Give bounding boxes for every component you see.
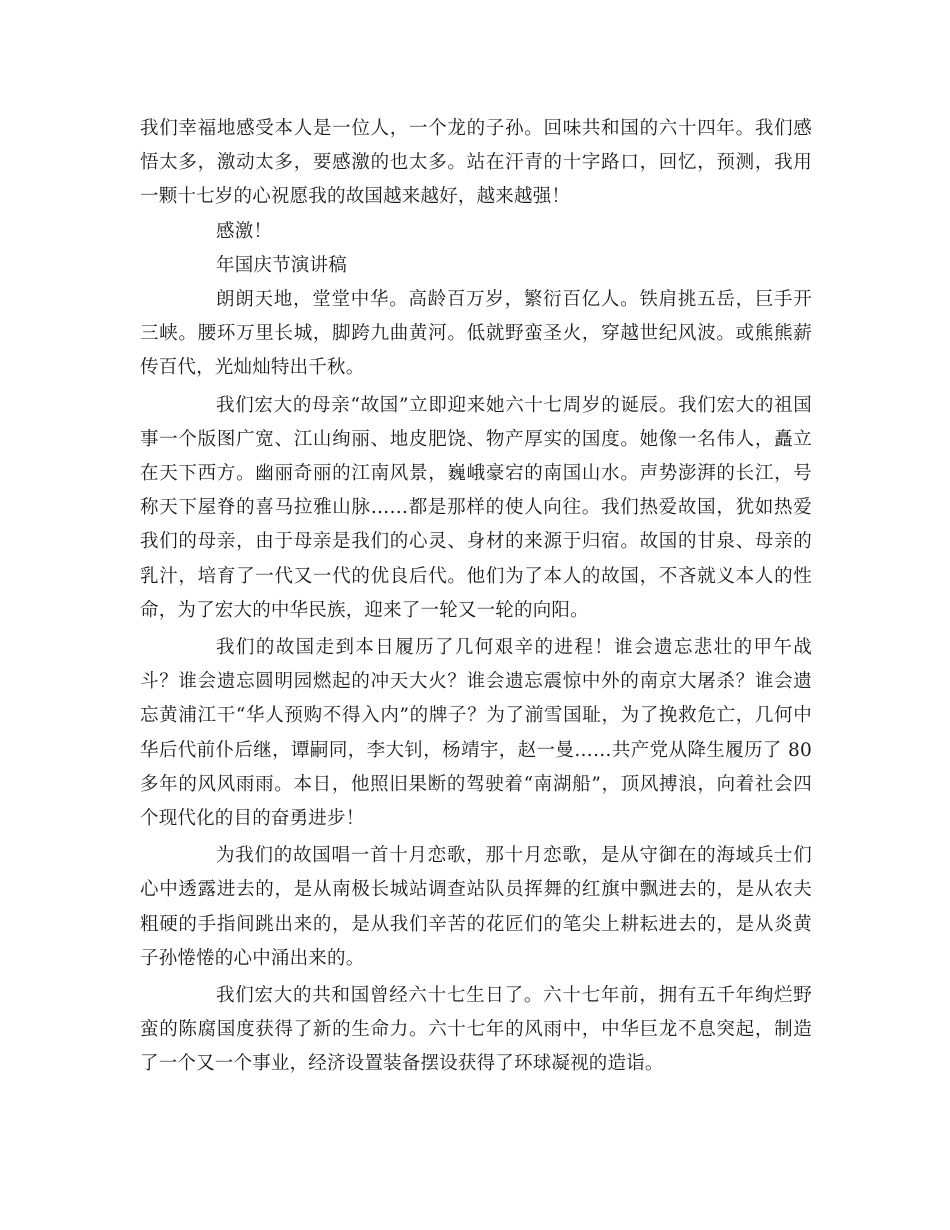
document-body [140, 112, 812, 1082]
paragraph-4: 朗朗天地，堂堂中华。高龄百万岁，繁衍百亿人。铁肩挑五岳，巨手开三峡。腰环万里长城，脚跨九曲黄河。低就野蛮圣火，穿越世纪风波。或熊熊薪传百代，光灿灿特出千秋。 [140, 289, 812, 379]
paragraph-8: 我们宏大的共和国曾经六十七生日了。六十七年前，拥有五千年绚烂野蛮的陈腐国度获得了新的生命力。六十七年的风雨中，中华巨龙不息突起，制造了一个又一个事业，经济设置装备摆设获得了环球凝视的造诣。 [140, 985, 812, 1075]
paragraph-7: 为我们的故国唱一首十月恋歌，那十月恋歌，是从守御在的海域兵士们心中透露进去的，是从南极长城站调查站队员挥舞的红旗中飘进去的，是从农夫粗硬的手指间跳出来的，是从我们辛苦的花匠们的笔尖上耕耘进去的，是从炎黄子孙惓惓的心中涌出来的。 [140, 845, 812, 969]
paragraph-3-heading: 年国庆节演讲稿 [216, 254, 347, 276]
paragraph-6: 我们的故国走到本日履历了几何艰辛的进程！谁会遗忘悲壮的甲午战斗？谁会遗忘圆明园燃起的冲天大火？谁会遗忘震惊中外的南京大屠杀？谁会遗忘黄浦江干“华人预购不得入内”的牌子？为了湔雪国耻，为了挽救危亡，几何中华后代前仆后继，谭嗣同，李大钊，杨靖宇，赵一曼……共产党从降生履历了 80 多年的风风雨雨。本日，他照旧果断的驾驶着“南湖船”，顶风搏浪，向着社会四个现代化的目的奋勇进步！ [140, 637, 812, 830]
paragraph-5: 我们宏大的母亲“故国”立即迎来她六十七周岁的诞辰。我们宏大的祖国事一个版图广宽、江山绚丽、地皮肥饶、物产厚实的国度。她像一名伟人，矗立在天下西方。幽丽奇丽的江南风景，巍峨豪宕的南国山水。声势澎湃的长江，号称天下屋脊的喜马拉雅山脉……都是那样的使人向往。我们热爱故国，犹如热爱我们的母亲，由于母亲是我们的心灵、身材的来源于归宿。故国的甘泉、母亲的乳汁，培育了一代又一代的优良后代。他们为了本人的故国，不吝就义本人的性命，为了宏大的中华民族，迎来了一轮又一轮的向阳。 [140, 394, 812, 621]
paragraph-1: 我们幸福地感受本人是一位人，一个龙的子孙。回味共和国的六十四年。我们感悟太多，激动太多，要感激的也太多。站在汗青的十字路口，回忆，预测，我用一颗十七岁的心祝愿我的故国越来越好，越来越强！ [140, 118, 812, 208]
paragraph-2: 感激！ [216, 220, 273, 242]
